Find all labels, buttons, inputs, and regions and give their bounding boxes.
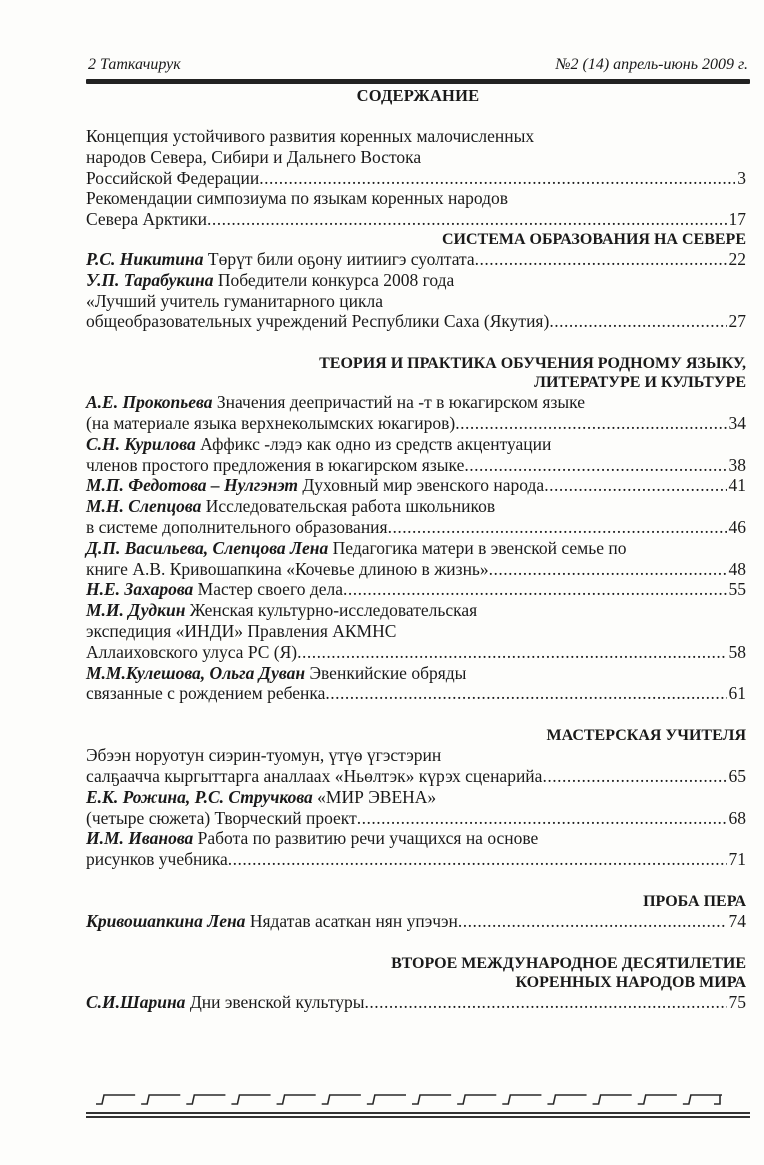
section-heading: ПРОБА ПЕРА xyxy=(643,892,746,910)
toc-entry-line xyxy=(86,249,746,270)
toc-entry[interactable] xyxy=(86,992,746,1013)
entry-title: (на материале языка верхнеколымских юкагиров) xyxy=(86,412,456,433)
page-number[interactable]: 75 xyxy=(728,991,746,1012)
page-number[interactable]: 3 xyxy=(737,167,746,188)
toc-entry-line xyxy=(86,126,746,147)
entry-author: Кривошапкина Лена xyxy=(86,910,246,931)
toc-entry[interactable] xyxy=(86,249,746,270)
entry-text xyxy=(86,270,454,291)
dot-leader xyxy=(207,209,726,230)
dot-leader xyxy=(455,413,726,434)
entry-title: членов простого предложения в юкагирском языке xyxy=(86,454,465,475)
toc-entry-line xyxy=(86,517,746,538)
toc-entry[interactable] xyxy=(86,392,746,434)
entry-title: Работа по развитию речи учащихся на основе xyxy=(197,828,539,849)
toc-entry-line xyxy=(86,392,746,413)
dot-leader xyxy=(388,517,727,538)
page-number[interactable]: 65 xyxy=(728,765,746,786)
footer-ornament xyxy=(92,1092,724,1106)
entry-text xyxy=(86,434,551,455)
dot-leader xyxy=(228,849,727,870)
page-number[interactable]: 38 xyxy=(728,454,746,475)
section-heading: МАСТЕРСКАЯ УЧИТЕЛЯ xyxy=(546,727,746,745)
dot-leader xyxy=(343,579,727,600)
entry-text xyxy=(86,745,441,766)
entry-title: Победители конкурса 2008 года xyxy=(217,269,455,290)
entry-text xyxy=(86,496,495,517)
entry-text xyxy=(86,209,207,230)
toc-entry-line xyxy=(86,147,746,168)
toc-entry-line xyxy=(86,808,746,829)
ornament-pattern xyxy=(96,1095,722,1104)
entry-title: Концепция устойчивого развития коренных малочисленных xyxy=(86,126,535,146)
entry-author: М.П. Федотова – Нулгэнэт xyxy=(86,475,298,496)
page-number[interactable]: 27 xyxy=(728,311,746,332)
entry-text xyxy=(86,621,396,642)
entry-title: Эвенкийские обряды xyxy=(309,662,467,683)
entry-text xyxy=(86,538,626,559)
section-heading: ЛИТЕРАТУРЕ И КУЛЬТУРЕ xyxy=(534,374,746,392)
toc-entry-line xyxy=(86,787,746,808)
entry-title: Женская культурно-исследовательская xyxy=(189,600,478,621)
dot-leader xyxy=(458,911,727,932)
entry-title: Значения деепричастий на -т в юкагирском языке xyxy=(216,392,585,413)
entry-title: в системе дополнительного образования xyxy=(86,516,388,537)
toc-entry-line xyxy=(86,475,746,496)
dot-leader xyxy=(297,642,726,663)
dot-leader xyxy=(365,992,727,1013)
page-number[interactable]: 58 xyxy=(728,641,746,662)
toc-entry-line xyxy=(86,270,746,291)
toc-entry[interactable] xyxy=(86,188,746,230)
entry-author: М.М.Кулешова, Ольга Дуван xyxy=(86,662,306,683)
page-number[interactable]: 22 xyxy=(728,248,746,269)
dot-leader xyxy=(475,249,727,270)
toc-entry[interactable] xyxy=(86,787,746,829)
entry-text xyxy=(86,992,365,1013)
toc-entry-line xyxy=(86,496,746,517)
dot-leader xyxy=(325,683,726,704)
toc-title: СОДЕРЖАНИЕ xyxy=(356,86,480,105)
entry-text xyxy=(86,911,458,932)
running-head-right: №2 (14) апрель-июнь 2009 г. xyxy=(555,56,748,73)
entry-text xyxy=(86,126,534,147)
spacer xyxy=(86,870,746,892)
page-number[interactable]: 71 xyxy=(728,849,746,870)
entry-text xyxy=(86,808,357,829)
dot-leader xyxy=(549,311,726,332)
page-number[interactable]: 46 xyxy=(728,516,746,537)
toc-entry-line xyxy=(86,745,746,766)
entry-text xyxy=(86,766,542,787)
entry-text xyxy=(86,455,464,476)
entry-text xyxy=(86,249,475,270)
page-number[interactable]: 61 xyxy=(728,683,746,704)
toc-entry[interactable] xyxy=(86,270,746,332)
toc-entry-line xyxy=(86,849,746,870)
entry-text xyxy=(86,311,549,332)
toc-entry[interactable] xyxy=(86,663,746,705)
entry-author: Е.К. Рожина, Р.С. Стручкова xyxy=(86,786,313,807)
entry-title: Исследовательская работа школьников xyxy=(205,496,496,517)
dot-leader xyxy=(544,475,726,496)
toc-entry[interactable] xyxy=(86,496,746,538)
page-number[interactable]: 48 xyxy=(728,558,746,579)
toc-entry[interactable] xyxy=(86,911,746,932)
entry-text xyxy=(86,559,489,580)
entry-text xyxy=(86,600,477,621)
dot-leader xyxy=(259,168,735,189)
toc-entry-line xyxy=(86,600,746,621)
toc-entry-line xyxy=(86,766,746,787)
toc-entry[interactable] xyxy=(86,600,746,662)
entry-text xyxy=(86,642,297,663)
toc-entry-line xyxy=(86,538,746,559)
entry-author: А.Е. Прокопьева xyxy=(86,392,213,413)
page-number[interactable]: 34 xyxy=(728,412,746,433)
toc-entry-line xyxy=(86,434,746,455)
dot-leader xyxy=(464,455,726,476)
dot-leader xyxy=(357,808,727,829)
entry-title: связанные с рождением ребенка xyxy=(86,683,326,704)
section-heading: КОРЕННЫХ НАРОДОВ МИРА xyxy=(515,973,746,991)
entry-title: Дни эвенской культуры xyxy=(189,991,365,1012)
toc-entry[interactable] xyxy=(86,434,746,476)
toc-entry-line xyxy=(86,188,746,209)
entry-title: Севера Арктики xyxy=(86,209,208,230)
entry-author: М.Н. Слепцова xyxy=(86,496,202,517)
entry-author: Н.Е. Захарова xyxy=(86,579,194,600)
toc-entry-line xyxy=(86,168,746,189)
entry-title: общеобразовательных учреждений Республики Саха (Якутия) xyxy=(86,311,550,332)
entry-author: С.И.Шарина xyxy=(86,991,186,1012)
toc-entry-line xyxy=(86,311,746,332)
page-number[interactable]: 17 xyxy=(728,209,746,230)
entry-author: Р.С. Никитина xyxy=(86,248,204,269)
toc-entry-line xyxy=(86,911,746,932)
entry-author: И.М. Иванова xyxy=(86,828,194,849)
entry-text xyxy=(86,291,383,312)
entry-title: Нядатав асаткан нян упэчэн xyxy=(249,910,458,931)
page-number[interactable]: 41 xyxy=(728,475,746,496)
toc-entry-line xyxy=(86,209,746,230)
section-heading: ВТОРОЕ МЕЖДУНАРОДНОЕ ДЕСЯТИЛЕТИЕ xyxy=(391,954,746,972)
running-head xyxy=(86,56,750,78)
toc-entry-line xyxy=(86,291,746,312)
running-head-left: 2 Таткачирук xyxy=(88,56,181,73)
header-rule xyxy=(86,79,750,84)
toc-entry[interactable] xyxy=(86,745,746,787)
entry-text xyxy=(86,517,388,538)
toc-entry-line xyxy=(86,663,746,684)
toc-entry-line xyxy=(86,992,746,1013)
toc-entry-line xyxy=(86,828,746,849)
toc-entry[interactable] xyxy=(86,475,746,496)
toc-entry-line xyxy=(86,621,746,642)
section-heading: ТЕОРИЯ И ПРАКТИКА ОБУЧЕНИЯ РОДНОМУ ЯЗЫКУ, xyxy=(319,355,746,373)
toc-entry[interactable] xyxy=(86,828,746,870)
toc-entry-line xyxy=(86,683,746,704)
entry-text xyxy=(86,683,325,704)
entry-title: Эбээн норуотун сиэрин-туомун, үтүө үгэстэрин xyxy=(86,745,442,766)
footer-rule-top xyxy=(86,1112,750,1114)
table-of-contents xyxy=(86,126,746,1013)
page-number[interactable]: 68 xyxy=(728,807,746,828)
entry-title: (четыре сюжета) Творческий проект xyxy=(86,807,357,828)
footer-rule-bottom xyxy=(86,1116,750,1118)
spacer xyxy=(86,332,746,354)
entry-title: книге А.В. Кривошапкина «Кочевье длиною в жизнь» xyxy=(86,558,489,579)
entry-author: Д.П. Васильева, Слепцова Лена xyxy=(86,537,329,558)
entry-text xyxy=(86,579,343,600)
toc-entry-line xyxy=(86,642,746,663)
toc-entry-line xyxy=(86,413,746,434)
toc-entry[interactable] xyxy=(86,126,746,188)
toc-entry-line xyxy=(86,579,746,600)
entry-title: Төрүт били оҕону иитиигэ суолтата xyxy=(207,248,475,269)
page-number[interactable]: 74 xyxy=(728,910,746,931)
toc-entry[interactable] xyxy=(86,579,746,600)
entry-title: салҕаачча кыргыттарга аналлаах «Ньөлтэк» күрэх сценарийа xyxy=(86,765,543,786)
entry-text xyxy=(86,188,508,209)
entry-title: народов Севера, Сибири и Дальнего Востока xyxy=(86,146,422,167)
toc-entry[interactable] xyxy=(86,538,746,580)
entry-text xyxy=(86,828,538,849)
entry-title: «Лучший учитель гуманитарного цикла xyxy=(86,290,383,311)
entry-text xyxy=(86,787,436,808)
entry-title: рисунков учебника xyxy=(86,849,228,870)
section-heading: СИСТЕМА ОБРАЗОВАНИЯ НА СЕВЕРЕ xyxy=(441,230,746,248)
entry-text xyxy=(86,849,228,870)
entry-title: Аллаиховского улуса РС (Я) xyxy=(86,641,298,662)
entry-text xyxy=(86,413,455,434)
entry-author: С.Н. Курилова xyxy=(86,433,196,454)
spacer xyxy=(86,932,746,954)
entry-text xyxy=(86,475,544,496)
entry-title: Рекомендации симпозиума по языкам коренных народов xyxy=(86,188,509,209)
entry-text xyxy=(86,663,466,684)
entry-title: экспедиция «ИНДИ» Правления АКМНС xyxy=(86,620,397,641)
entry-text xyxy=(86,392,585,413)
dot-leader xyxy=(489,559,727,580)
spacer xyxy=(86,704,746,726)
toc-entry-line xyxy=(86,559,746,580)
entry-title: Духовный мир эвенского народа xyxy=(302,475,545,496)
dot-leader xyxy=(542,766,726,787)
entry-title: Российской Федерации xyxy=(86,167,260,188)
toc-entry-line xyxy=(86,455,746,476)
entry-author: М.И. Дудкин xyxy=(86,600,186,621)
entry-author: У.П. Тарабукина xyxy=(86,269,214,290)
entry-title: Педагогика матери в эвенской семье по xyxy=(332,537,627,558)
entry-title: Аффикс -лэдэ как одно из средств акцентуации xyxy=(200,433,552,454)
entry-text xyxy=(86,168,259,189)
entry-title: Мастер своего дела xyxy=(197,579,343,600)
page-number[interactable]: 55 xyxy=(728,579,746,600)
entry-title: «МИР ЭВЕНА» xyxy=(317,786,437,807)
entry-text xyxy=(86,147,421,168)
